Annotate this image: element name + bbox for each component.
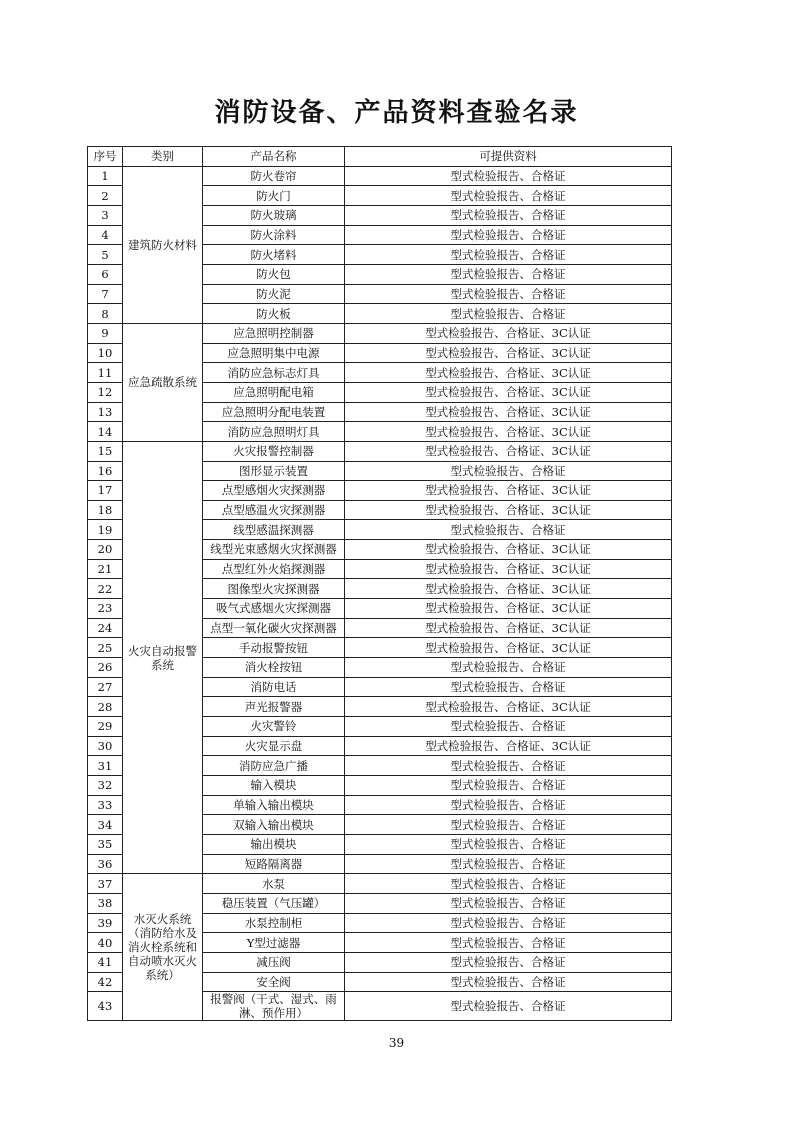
row-product-name: 安全阀	[203, 972, 345, 992]
row-seq: 9	[88, 323, 123, 343]
row-product-name: 防火堵料	[203, 245, 345, 265]
row-product-name: 应急照明集中电源	[203, 343, 345, 363]
row-product-name: 防火板	[203, 304, 345, 324]
table-header-row	[88, 147, 672, 167]
row-documents: 型式检验报告、合格证	[345, 893, 672, 913]
table-row	[88, 323, 672, 343]
row-product-name: 图像型火灾探测器	[203, 579, 345, 599]
row-category: 应急疏散系统	[123, 323, 203, 441]
row-product-name: 点型感温火灾探测器	[203, 500, 345, 520]
row-seq: 25	[88, 638, 123, 658]
row-documents: 型式检验报告、合格证	[345, 658, 672, 678]
row-seq: 29	[88, 717, 123, 737]
row-documents: 型式检验报告、合格证	[345, 245, 672, 265]
row-product-name: 应急照明分配电装置	[203, 402, 345, 422]
row-seq: 11	[88, 363, 123, 383]
row-product-name: 点型红外火焰探测器	[203, 559, 345, 579]
row-documents: 型式检验报告、合格证	[345, 776, 672, 796]
row-product-name: 点型感烟火灾探测器	[203, 481, 345, 501]
row-documents: 型式检验报告、合格证、3C认证	[345, 540, 672, 560]
row-seq: 13	[88, 402, 123, 422]
row-seq: 3	[88, 205, 123, 225]
row-documents: 型式检验报告、合格证	[345, 972, 672, 992]
row-product-name: 消防电话	[203, 677, 345, 697]
row-seq: 33	[88, 795, 123, 815]
row-product-name: 水泵	[203, 874, 345, 894]
row-seq: 20	[88, 540, 123, 560]
row-seq: 35	[88, 834, 123, 854]
row-product-name: 火灾报警控制器	[203, 441, 345, 461]
row-documents: 型式检验报告、合格证、3C认证	[345, 618, 672, 638]
row-product-name: 防火卷帘	[203, 166, 345, 186]
row-documents: 型式检验报告、合格证、3C认证	[345, 382, 672, 402]
row-seq: 21	[88, 559, 123, 579]
row-product-name: 图形显示装置	[203, 461, 345, 481]
row-documents: 型式检验报告、合格证	[345, 304, 672, 324]
row-seq: 39	[88, 913, 123, 933]
row-documents: 型式检验报告、合格证、3C认证	[345, 402, 672, 422]
row-documents: 型式检验报告、合格证	[345, 913, 672, 933]
row-documents: 型式检验报告、合格证、3C认证	[345, 323, 672, 343]
row-product-name: 手动报警按钮	[203, 638, 345, 658]
row-documents: 型式检验报告、合格证、3C认证	[345, 736, 672, 756]
row-documents: 型式检验报告、合格证	[345, 834, 672, 854]
row-seq: 32	[88, 776, 123, 796]
row-product-name: 应急照明控制器	[203, 323, 345, 343]
row-seq: 10	[88, 343, 123, 363]
row-product-name: 短路隔离器	[203, 854, 345, 874]
row-product-name: 稳压装置（气压罐）	[203, 893, 345, 913]
row-seq: 26	[88, 658, 123, 678]
row-documents: 型式检验报告、合格证、3C认证	[345, 697, 672, 717]
table-row	[88, 166, 672, 186]
row-documents: 型式检验报告、合格证	[345, 874, 672, 894]
row-product-name: 声光报警器	[203, 697, 345, 717]
row-product-name: 双输入输出模块	[203, 815, 345, 835]
row-documents: 型式检验报告、合格证	[345, 815, 672, 835]
row-product-name: 水泵控制柜	[203, 913, 345, 933]
row-seq: 28	[88, 697, 123, 717]
row-seq: 17	[88, 481, 123, 501]
inspection-list-table	[87, 146, 672, 1021]
row-documents: 型式检验报告、合格证	[345, 677, 672, 697]
header-documents: 可提供资料	[345, 147, 672, 167]
row-product-name: 点型一氧化碳火灾探测器	[203, 618, 345, 638]
row-product-name: 线型感温探测器	[203, 520, 345, 540]
row-documents: 型式检验报告、合格证、3C认证	[345, 422, 672, 442]
row-seq: 8	[88, 304, 123, 324]
row-product-name: 线型光束感烟火灾探测器	[203, 540, 345, 560]
row-documents: 型式检验报告、合格证	[345, 795, 672, 815]
row-seq: 15	[88, 441, 123, 461]
row-seq: 7	[88, 284, 123, 304]
row-product-name: 报警阀（干式、湿式、雨淋、预作用）	[203, 992, 345, 1021]
document-title: 消防设备、产品资料查验名录	[214, 98, 579, 128]
row-seq: 22	[88, 579, 123, 599]
row-seq: 5	[88, 245, 123, 265]
row-documents: 型式检验报告、合格证	[345, 933, 672, 953]
row-category: 火灾自动报警系统	[123, 441, 203, 873]
row-product-name: 防火门	[203, 186, 345, 206]
row-seq: 43	[88, 992, 123, 1021]
row-product-name: 防火涂料	[203, 225, 345, 245]
row-seq: 40	[88, 933, 123, 953]
row-seq: 27	[88, 677, 123, 697]
row-product-name: 防火包	[203, 264, 345, 284]
row-seq: 1	[88, 166, 123, 186]
row-product-name: 火灾警铃	[203, 717, 345, 737]
row-seq: 34	[88, 815, 123, 835]
row-documents: 型式检验报告、合格证、3C认证	[345, 343, 672, 363]
row-product-name: 吸气式感烟火灾探测器	[203, 599, 345, 619]
row-product-name: 减压阀	[203, 952, 345, 972]
row-seq: 4	[88, 225, 123, 245]
row-category: 水灭火系统（消防给水及消火栓系统和自动喷水灭火系统）	[123, 874, 203, 1021]
row-seq: 42	[88, 972, 123, 992]
row-product-name: 消防应急标志灯具	[203, 363, 345, 383]
table-body	[88, 166, 672, 1021]
row-seq: 36	[88, 854, 123, 874]
row-documents: 型式检验报告、合格证	[345, 166, 672, 186]
row-documents: 型式检验报告、合格证	[345, 854, 672, 874]
row-documents: 型式检验报告、合格证	[345, 992, 672, 1021]
row-documents: 型式检验报告、合格证	[345, 952, 672, 972]
row-product-name: Y型过滤器	[203, 933, 345, 953]
row-documents: 型式检验报告、合格证	[345, 461, 672, 481]
row-category: 建筑防火材料	[123, 166, 203, 323]
row-seq: 16	[88, 461, 123, 481]
row-seq: 30	[88, 736, 123, 756]
row-documents: 型式检验报告、合格证、3C认证	[345, 363, 672, 383]
row-documents: 型式检验报告、合格证	[345, 205, 672, 225]
row-seq: 6	[88, 264, 123, 284]
row-product-name: 消火栓按钮	[203, 658, 345, 678]
row-documents: 型式检验报告、合格证	[345, 717, 672, 737]
row-seq: 2	[88, 186, 123, 206]
row-documents: 型式检验报告、合格证、3C认证	[345, 599, 672, 619]
row-product-name: 防火玻璃	[203, 205, 345, 225]
row-documents: 型式检验报告、合格证、3C认证	[345, 559, 672, 579]
row-product-name: 消防应急照明灯具	[203, 422, 345, 442]
row-documents: 型式检验报告、合格证、3C认证	[345, 579, 672, 599]
row-documents: 型式检验报告、合格证	[345, 520, 672, 540]
header-seq: 序号	[88, 147, 123, 167]
row-seq: 23	[88, 599, 123, 619]
row-documents: 型式检验报告、合格证	[345, 186, 672, 206]
row-seq: 14	[88, 422, 123, 442]
row-documents: 型式检验报告、合格证	[345, 264, 672, 284]
row-product-name: 输入模块	[203, 776, 345, 796]
row-seq: 18	[88, 500, 123, 520]
table-row	[88, 441, 672, 461]
row-documents: 型式检验报告、合格证、3C认证	[345, 500, 672, 520]
row-documents: 型式检验报告、合格证、3C认证	[345, 441, 672, 461]
row-seq: 31	[88, 756, 123, 776]
table-row	[88, 874, 672, 894]
row-product-name: 输出模块	[203, 834, 345, 854]
row-product-name: 防火泥	[203, 284, 345, 304]
row-product-name: 火灾显示盘	[203, 736, 345, 756]
row-documents: 型式检验报告、合格证、3C认证	[345, 481, 672, 501]
row-documents: 型式检验报告、合格证、3C认证	[345, 638, 672, 658]
row-seq: 37	[88, 874, 123, 894]
row-seq: 38	[88, 893, 123, 913]
row-product-name: 消防应急广播	[203, 756, 345, 776]
header-category: 类别	[123, 147, 203, 167]
page-number: 39	[388, 1036, 405, 1050]
row-seq: 19	[88, 520, 123, 540]
row-seq: 12	[88, 382, 123, 402]
row-product-name: 应急照明配电箱	[203, 382, 345, 402]
row-product-name: 单输入输出模块	[203, 795, 345, 815]
row-documents: 型式检验报告、合格证	[345, 284, 672, 304]
row-documents: 型式检验报告、合格证	[345, 225, 672, 245]
header-product-name: 产品名称	[203, 147, 345, 167]
row-documents: 型式检验报告、合格证	[345, 756, 672, 776]
row-seq: 24	[88, 618, 123, 638]
row-seq: 41	[88, 952, 123, 972]
